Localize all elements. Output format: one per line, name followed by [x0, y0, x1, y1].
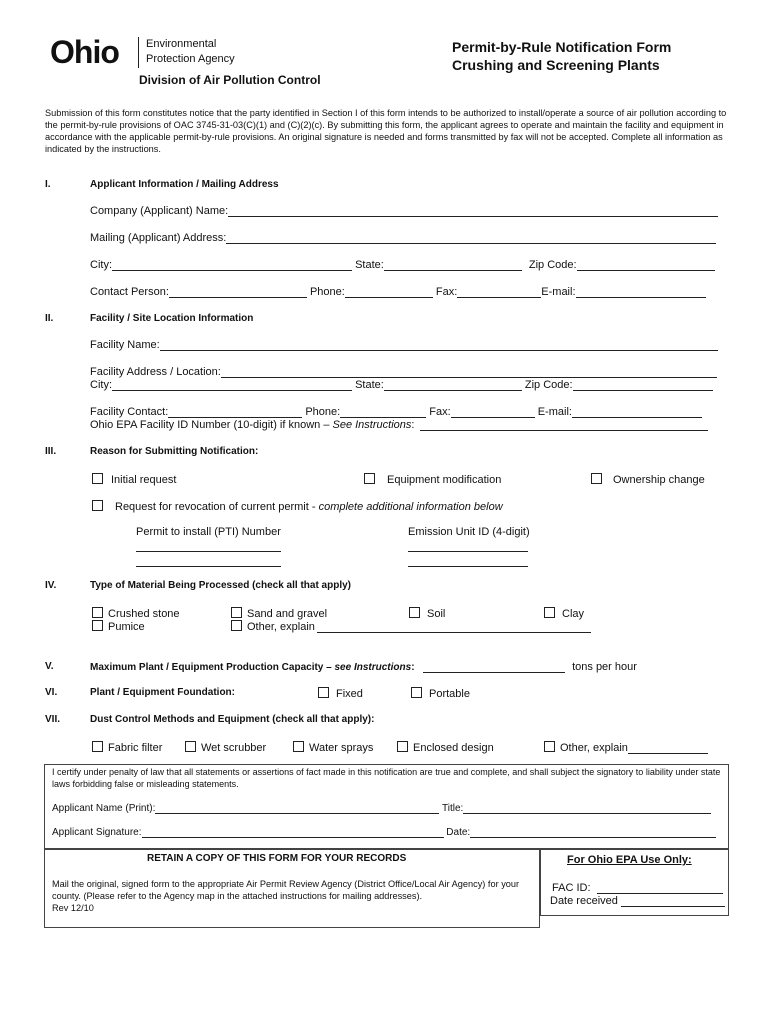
- fabric-filter-label: Fabric filter: [108, 742, 163, 754]
- equipment-modification-label: Equipment modification: [387, 474, 502, 486]
- state-label: State:: [355, 259, 384, 271]
- emission-unit-label: Emission Unit ID (4-digit): [408, 526, 530, 538]
- applicant-signature-row[interactable]: [52, 827, 716, 838]
- date-received-row[interactable]: [550, 895, 725, 907]
- section3-number: III.: [45, 446, 57, 457]
- soil-label: Soil: [427, 608, 446, 620]
- equipment-modification-option[interactable]: [364, 473, 501, 486]
- initial-request-checkbox[interactable]: [92, 473, 103, 484]
- company-name-label: Company (Applicant) Name:: [90, 205, 229, 217]
- applicant-contact-row[interactable]: [90, 286, 706, 298]
- form-title-line2: Crushing and Screening Plants: [452, 57, 660, 73]
- crushed-stone-label: Crushed stone: [108, 608, 180, 620]
- facility-zip-label: Zip Code:: [524, 379, 573, 391]
- pumice-label: Pumice: [108, 621, 145, 633]
- sand-gravel-option[interactable]: [231, 607, 327, 620]
- other-material-label: Other, explain: [247, 621, 315, 633]
- pumice-option[interactable]: [92, 620, 145, 633]
- applicant-signature-label: Applicant Signature:: [52, 827, 142, 838]
- section2-title: Facility / Site Location Information: [90, 313, 254, 324]
- initial-request-label: Initial request: [111, 474, 177, 486]
- contact-label: Contact Person:: [90, 286, 169, 298]
- capacity-field[interactable]: [423, 661, 565, 673]
- ownership-change-label: Ownership change: [613, 474, 705, 486]
- enclosed-design-checkbox[interactable]: [397, 741, 408, 752]
- section4-title: Type of Material Being Processed (check all that apply): [90, 580, 352, 591]
- section6-number: VI.: [45, 687, 58, 698]
- agency-line2: Protection Agency: [146, 53, 235, 65]
- facility-name-label: Facility Name:: [90, 339, 160, 351]
- wet-scrubber-option[interactable]: [185, 741, 266, 754]
- fixed-checkbox[interactable]: [318, 687, 329, 698]
- mailing-instructions: Mail the original, signed form to the appropriate Air Permit Review Agency (District Office/Local Air Agency) for your county. (Please refer to the Agency map in the attached instructions for mailing addresses).: [52, 879, 520, 901]
- clay-checkbox[interactable]: [544, 607, 555, 618]
- contact-field[interactable]: [169, 286, 307, 298]
- email-label: E-mail:: [541, 286, 576, 298]
- other-material-field[interactable]: [317, 621, 591, 633]
- section5-title: Maximum Plant / Equipment Production Capacity –: [90, 662, 335, 673]
- facility-id-label: Ohio EPA Facility ID Number (10-digit) if known –: [90, 419, 333, 431]
- emission-unit-field-1[interactable]: [408, 551, 528, 552]
- mailing-address-field[interactable]: [226, 232, 716, 244]
- section6-title: Plant / Equipment Foundation:: [90, 687, 235, 698]
- facility-contact-field[interactable]: [168, 406, 302, 418]
- facility-city-label: City:: [90, 379, 112, 391]
- applicant-name-label: Applicant Name (Print):: [52, 803, 156, 814]
- facility-id-see: See Instructions: [332, 419, 412, 431]
- pti-field-2[interactable]: [136, 566, 281, 567]
- clay-option[interactable]: [544, 607, 584, 620]
- enclosed-design-option[interactable]: [397, 741, 494, 754]
- signature-date-label: Date:: [446, 827, 471, 838]
- applicant-title-label: Title:: [441, 803, 464, 814]
- facility-address-field[interactable]: [221, 366, 717, 378]
- revocation-checkbox[interactable]: [92, 500, 103, 511]
- agency-line1: Environmental: [146, 38, 217, 50]
- section1-title: Applicant Information / Mailing Address: [90, 179, 279, 190]
- mailing-address-label: Mailing (Applicant) Address:: [90, 232, 227, 244]
- applicant-name-row[interactable]: [52, 803, 711, 814]
- clay-label: Clay: [562, 608, 585, 620]
- intro-paragraph: Submission of this form constitutes notice that the party identified in Section I of this form intends to be authorized to install/operate a source of air pollution according to the permit-by-rule provisions of OAC 3745-31-03(C)(1) and (C)(2)(c). By submitting this form, the applicant agrees to operate and maintain the facility and equipment in accordance with the applicable permit-by-rule provisions. An original signature is needed and forms transmitted by fax will not be accepted. Complete all information as indicated by the instructions.: [45, 108, 727, 154]
- facility-contact-label: Facility Contact:: [90, 406, 169, 418]
- applicant-signature-field[interactable]: [142, 827, 444, 838]
- facility-address-row[interactable]: [90, 366, 717, 378]
- crushed-stone-checkbox[interactable]: [92, 607, 103, 618]
- division-title: Division of Air Pollution Control: [139, 73, 321, 87]
- facility-address-label: Facility Address / Location:: [90, 366, 221, 378]
- capacity-units: tons per hour: [572, 661, 637, 673]
- fac-id-field[interactable]: [597, 882, 723, 894]
- date-received-field[interactable]: [621, 895, 725, 907]
- facility-zip-field[interactable]: [573, 379, 713, 391]
- soil-option[interactable]: [409, 607, 445, 620]
- soil-checkbox[interactable]: [409, 607, 420, 618]
- facility-phone-label: Phone:: [305, 406, 341, 418]
- logo-divider: [138, 37, 139, 68]
- facility-contact-row[interactable]: [90, 406, 702, 418]
- section1-number: I.: [45, 179, 51, 190]
- fax-field[interactable]: [457, 286, 541, 298]
- certification-text: I certify under penalty of law that all statements or assertions of fact made in this notification are true and complete, and shall subject the signatory to liability under state laws forbidding false or misleading statements.: [52, 767, 721, 789]
- other-dust-checkbox[interactable]: [544, 741, 555, 752]
- fixed-label: Fixed: [336, 688, 363, 700]
- city-label: City:: [90, 259, 112, 271]
- wet-scrubber-checkbox[interactable]: [185, 741, 196, 752]
- signature-date-field[interactable]: [470, 827, 716, 838]
- other-material-checkbox[interactable]: [231, 620, 242, 631]
- initial-request-option[interactable]: [92, 473, 176, 486]
- enclosed-design-label: Enclosed design: [413, 742, 494, 754]
- pti-label: Permit to install (PTI) Number: [136, 526, 281, 538]
- applicant-title-field[interactable]: [463, 803, 711, 814]
- applicant-city-row[interactable]: [90, 259, 715, 271]
- revision-label: Rev 12/10: [52, 903, 94, 913]
- revocation-note: complete additional information below: [318, 501, 503, 513]
- facility-state-field[interactable]: [384, 379, 522, 391]
- pumice-checkbox[interactable]: [92, 620, 103, 631]
- facility-name-row[interactable]: [90, 339, 718, 351]
- facility-id-field[interactable]: [420, 419, 708, 431]
- section5-see: see Instructions: [334, 662, 412, 673]
- email-field[interactable]: [576, 286, 706, 298]
- water-sprays-label: Water sprays: [309, 742, 374, 754]
- facility-state-label: State:: [355, 379, 384, 391]
- fabric-filter-option[interactable]: [92, 741, 162, 754]
- applicant-name-field[interactable]: [155, 803, 439, 814]
- other-dust-field[interactable]: [628, 742, 708, 754]
- portable-label: Portable: [429, 688, 470, 700]
- wet-scrubber-label: Wet scrubber: [201, 742, 267, 754]
- fac-id-label: FAC ID:: [552, 882, 591, 894]
- fax-label: Fax:: [435, 286, 458, 298]
- ohio-logo: Ohio: [50, 34, 119, 70]
- fixed-option[interactable]: [318, 687, 363, 700]
- revocation-option[interactable]: [92, 500, 503, 513]
- facility-id-row[interactable]: Ohio EPA Facility ID Number (10-digit) if known – See Instructions:: [90, 419, 708, 431]
- section7-number: VII.: [45, 714, 61, 725]
- equipment-modification-checkbox[interactable]: [364, 473, 375, 484]
- facility-fax-label: Fax:: [429, 406, 451, 418]
- fac-id-row[interactable]: [552, 882, 723, 894]
- zip-label: Zip Code:: [528, 259, 577, 271]
- pti-field-1[interactable]: [136, 551, 281, 552]
- section7-title: Dust Control Methods and Equipment (check all that apply):: [90, 714, 375, 725]
- emission-unit-field-2[interactable]: [408, 566, 528, 567]
- section2-number: II.: [45, 313, 54, 324]
- section4-number: IV.: [45, 580, 57, 591]
- zip-field[interactable]: [577, 259, 715, 271]
- facility-phone-field[interactable]: [340, 406, 426, 418]
- form-title-line1: Permit-by-Rule Notification Form: [452, 39, 672, 55]
- city-field[interactable]: [112, 259, 352, 271]
- phone-field[interactable]: [345, 286, 433, 298]
- water-sprays-option[interactable]: [293, 741, 373, 754]
- phone-label: Phone:: [309, 286, 345, 298]
- facility-fax-field[interactable]: [451, 406, 535, 418]
- section3-title: Reason for Submitting Notification:: [90, 446, 259, 457]
- company-name-row[interactable]: [90, 205, 718, 217]
- ownership-change-option[interactable]: [591, 473, 705, 486]
- facility-city-row[interactable]: [90, 379, 713, 391]
- facility-name-field[interactable]: [160, 339, 718, 351]
- state-field[interactable]: [384, 259, 522, 271]
- sand-gravel-checkbox[interactable]: [231, 607, 242, 618]
- date-received-label: Date received: [550, 895, 618, 907]
- section5-row[interactable]: Maximum Plant / Equipment Production Capacity – see Instructions: tons per hour: [90, 661, 637, 673]
- water-sprays-checkbox[interactable]: [293, 741, 304, 752]
- other-dust-label: Other, explain: [560, 742, 628, 754]
- facility-email-label: E-mail:: [537, 406, 572, 418]
- mailing-address-row[interactable]: [90, 232, 716, 244]
- epa-use-title: For Ohio EPA Use Only:: [567, 854, 692, 866]
- portable-checkbox[interactable]: [411, 687, 422, 698]
- crushed-stone-option[interactable]: [92, 607, 180, 620]
- facility-email-field[interactable]: [572, 406, 702, 418]
- revocation-label: Request for revocation of current permit -: [115, 501, 319, 513]
- ownership-change-checkbox[interactable]: [591, 473, 602, 484]
- other-material-option[interactable]: [231, 620, 591, 633]
- company-name-field[interactable]: [228, 205, 718, 217]
- retain-copy-notice: RETAIN A COPY OF THIS FORM FOR YOUR RECORDS: [147, 853, 407, 864]
- other-dust-option[interactable]: [544, 741, 708, 754]
- portable-option[interactable]: [411, 687, 470, 700]
- sand-gravel-label: Sand and gravel: [247, 608, 328, 620]
- section5-number: V.: [45, 661, 54, 672]
- fabric-filter-checkbox[interactable]: [92, 741, 103, 752]
- facility-city-field[interactable]: [112, 379, 352, 391]
